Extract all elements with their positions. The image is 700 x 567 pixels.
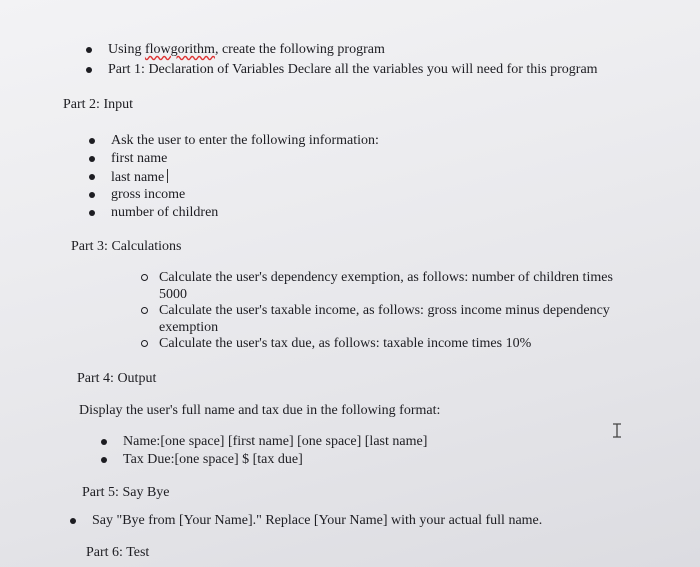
part4-heading: Part 4: Output (77, 371, 157, 386)
part4-item-name-format: Name:[one space] [first name] [one space] [last name] (123, 434, 428, 449)
part6-heading: Part 6: Test (86, 545, 150, 560)
part2-item-gross-income: gross income (111, 187, 186, 202)
part4-instruction: Display the user's full name and tax due in the following format: (79, 403, 441, 418)
part4-item-tax-format: Tax Due:[one space] $ [tax due] (123, 452, 303, 467)
part3-item-taxable-cont: exemption (159, 320, 219, 335)
intro-bullet-2: Part 1: Declaration of Variables Declare all the variables you will need for this program (108, 62, 598, 77)
part5-item: Say "Bye from [Your Name]." Replace [Your Name] with your actual full name. (92, 513, 543, 528)
spellcheck-word: flowgorithm (144, 42, 215, 57)
ibeam-cursor-icon (612, 423, 622, 438)
part3-item-exemption: Calculate the user's dependency exemption, as follows: number of children times (159, 270, 613, 285)
part3-item-tax-due: Calculate the user's tax due, as follows: taxable income times 10% (159, 336, 532, 351)
intro-bullet-1: Using flowgorithm, create the following program (108, 42, 385, 57)
part5-heading: Part 5: Say Bye (82, 485, 170, 500)
part2-item-children: number of children (111, 205, 219, 220)
part3-item-taxable: Calculate the user's taxable income, as follows: gross income minus dependency (159, 303, 610, 318)
part3-heading: Part 3: Calculations (71, 239, 182, 254)
part2-item-last-name: last name (111, 169, 168, 186)
part3-item-exemption-cont: 5000 (159, 287, 187, 302)
text-cursor (167, 169, 168, 183)
part2-heading: Part 2: Input (63, 97, 133, 112)
part2-item-ask: Ask the user to enter the following information: (111, 133, 379, 148)
part2-item-first-name: first name (111, 151, 168, 166)
